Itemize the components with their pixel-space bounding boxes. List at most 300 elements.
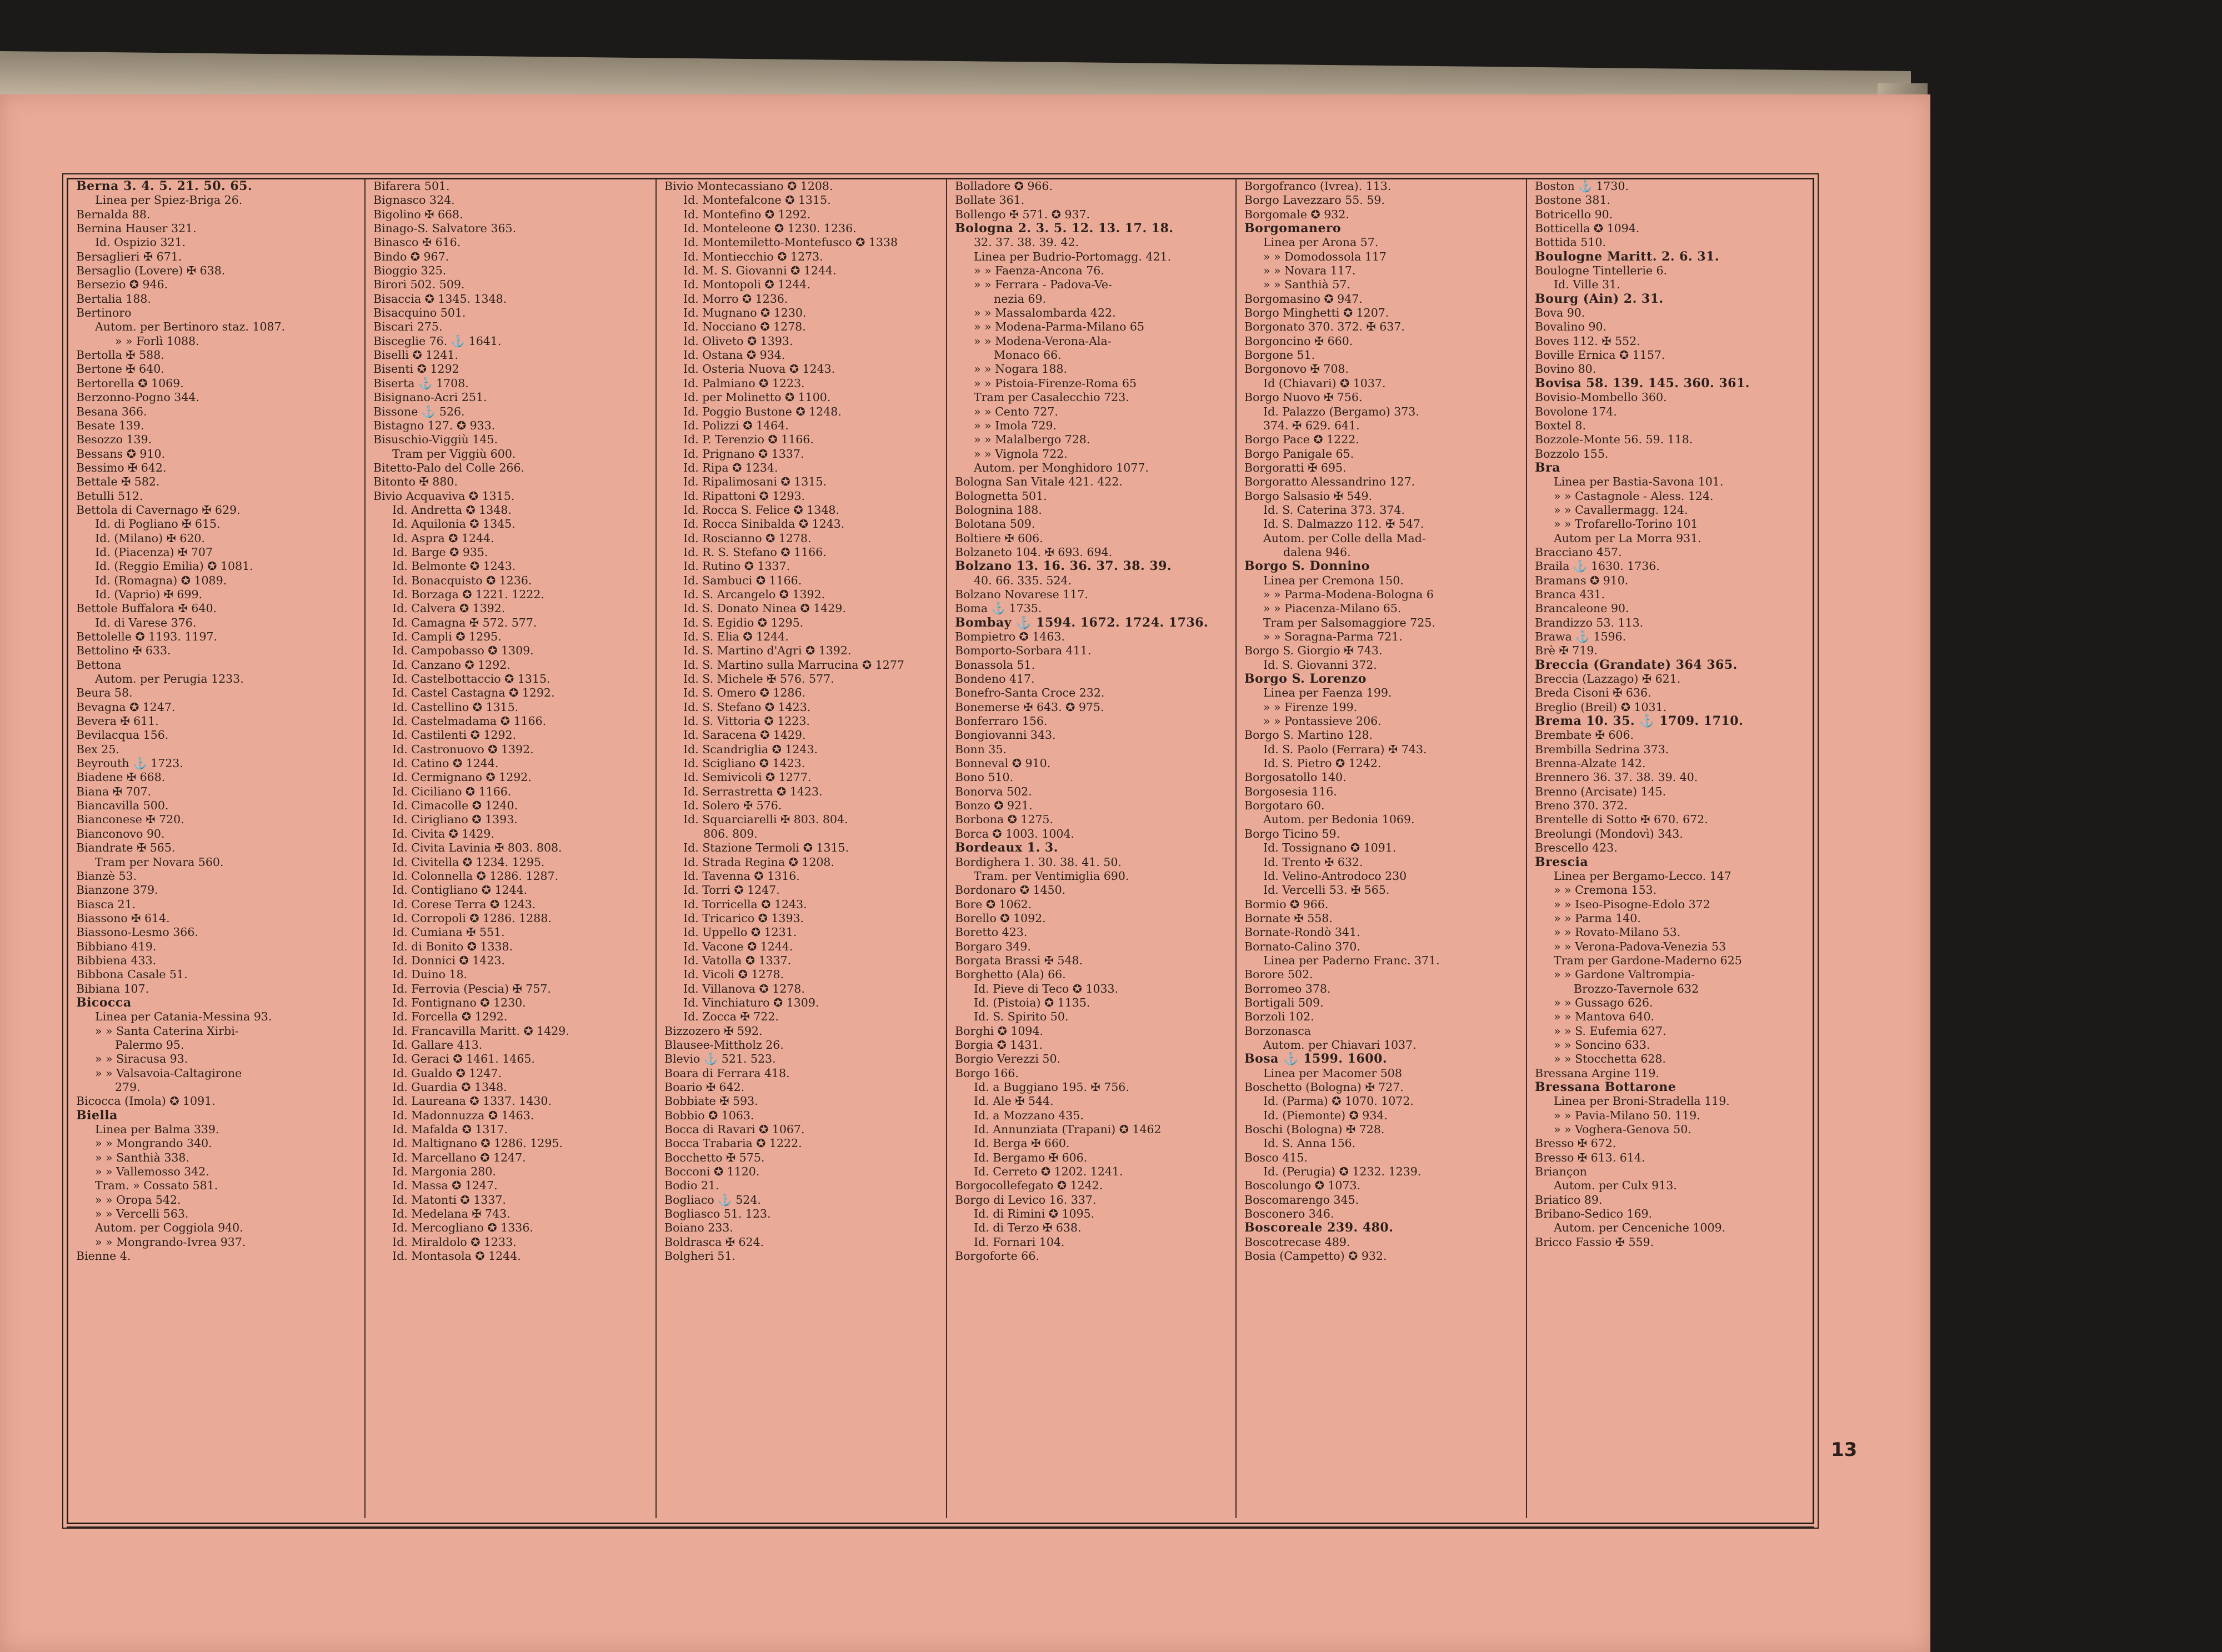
index-entry: Boldrasca ✠ 624. bbox=[664, 1235, 764, 1249]
index-entry: » » Forlì 1088. bbox=[115, 334, 199, 348]
index-entry: Brennero 36. 37. 38. 39. 40. bbox=[1535, 770, 1698, 784]
index-entry: » » Massalombarda 422. bbox=[974, 306, 1116, 320]
index-heading: Bombay ⚓ 1594. 1672. 1724. 1736. bbox=[955, 615, 1209, 630]
index-entry: Bioggio 325. bbox=[373, 264, 447, 278]
index-entry: Id. (Reggio Emilia) ✪ 1081. bbox=[95, 559, 253, 573]
index-entry: Bessans ✪ 910. bbox=[76, 447, 166, 460]
index-entry: Id. Laureana ✪ 1337. 1430. bbox=[392, 1094, 552, 1108]
index-entry: Id. S. Martino d'Agri ✪ 1392. bbox=[683, 644, 852, 658]
index-entry: Bettolino ✠ 633. bbox=[76, 644, 171, 658]
index-entry: Id. Morro ✪ 1236. bbox=[683, 292, 788, 306]
index-entry: Bonferraro 156. bbox=[955, 714, 1048, 728]
index-entry: Id. Scigliano ✪ 1423. bbox=[683, 757, 805, 770]
index-entry: Bressana Argine 119. bbox=[1535, 1066, 1659, 1080]
index-entry: Bertone ✠ 640. bbox=[76, 362, 164, 376]
index-entry: Id. Serrastretta ✪ 1423. bbox=[683, 784, 823, 798]
index-entry: Bolotana 509. bbox=[955, 517, 1035, 531]
index-entry: Id. Castilenti ✪ 1292. bbox=[392, 728, 517, 742]
index-entry: » » Vercelli 563. bbox=[95, 1207, 189, 1221]
index-entry: Id. Roscianno ✪ 1278. bbox=[683, 531, 812, 545]
index-entry: Id. Borzaga ✪ 1221. 1222. bbox=[392, 587, 544, 601]
index-entry: Bivio Acquaviva ✪ 1315. bbox=[373, 489, 515, 503]
index-entry: Autom per La Morra 931. bbox=[1554, 531, 1701, 545]
index-entry: Id. di Rimini ✪ 1095. bbox=[974, 1207, 1095, 1221]
index-entry: Id. (Perugia) ✪ 1232. 1239. bbox=[1263, 1165, 1422, 1179]
index-entry: Borgoratti ✠ 695. bbox=[1244, 460, 1347, 474]
index-entry: Bianconovo 90. bbox=[76, 827, 165, 840]
index-entry: Brandizzo 53. 113. bbox=[1535, 615, 1644, 629]
index-entry: Autom. per Culx 913. bbox=[1554, 1179, 1677, 1193]
index-entry: Id. (Romagna) ✪ 1089. bbox=[95, 573, 227, 587]
index-entry: Id. Berga ✠ 660. bbox=[974, 1137, 1070, 1150]
index-entry: Id. Pieve di Teco ✪ 1033. bbox=[974, 982, 1119, 995]
index-entry: Bovalino 90. bbox=[1535, 320, 1607, 334]
index-entry: Id. S. Dalmazzo 112. ✠ 547. bbox=[1263, 517, 1424, 531]
index-entry: Id. Castellino ✪ 1315. bbox=[392, 700, 519, 714]
index-entry: Bornato-Calino 370. bbox=[1244, 939, 1360, 953]
index-entry: Linea per Arona 57. bbox=[1263, 236, 1379, 249]
index-heading: Bressana Bottarone bbox=[1535, 1080, 1676, 1094]
index-entry: » » Santa Caterina Xirbi- bbox=[95, 1024, 239, 1038]
index-entry: Besate 139. bbox=[76, 418, 144, 432]
index-entry: Bex 25. bbox=[76, 742, 119, 756]
index-entry: Boville Ernica ✪ 1157. bbox=[1535, 348, 1665, 362]
index-entry: Bobbio ✪ 1063. bbox=[664, 1108, 754, 1122]
index-entry: 32. 37. 38. 39. 42. bbox=[974, 236, 1079, 249]
index-entry: Id. (Parma) ✪ 1070. 1072. bbox=[1263, 1094, 1414, 1108]
index-entry: Brentelle di Sotto ✠ 670. 672. bbox=[1535, 813, 1708, 827]
index-entry: » » Pontassieve 206. bbox=[1263, 714, 1382, 728]
index-entry: Id. S. Michele ✠ 576. 577. bbox=[683, 672, 834, 686]
index-entry: Id. Poggio Bustone ✪ 1248. bbox=[683, 404, 842, 418]
index-entry: Borgo Pace ✪ 1222. bbox=[1244, 433, 1359, 447]
index-entry: Linea per Bastia-Savona 101. bbox=[1554, 475, 1724, 489]
index-entry: Id. S. Omero ✪ 1286. bbox=[683, 686, 806, 700]
index-entry: Id. Torri ✪ 1247. bbox=[683, 883, 780, 897]
index-heading: Bosa ⚓ 1599. 1600. bbox=[1244, 1052, 1388, 1067]
index-entry: Bottida 510. bbox=[1535, 236, 1606, 249]
index-entry: Bormio ✪ 966. bbox=[1244, 897, 1329, 911]
index-entry: Borbona ✪ 1275. bbox=[955, 813, 1053, 827]
index-entry: Id. Sambuci ✪ 1166. bbox=[683, 573, 802, 587]
index-entry: Linea per Balma 339. bbox=[95, 1123, 219, 1137]
index-entry: » » Iseo-Pisogne-Edolo 372 bbox=[1554, 897, 1710, 911]
index-entry: Borca ✪ 1003. 1004. bbox=[955, 827, 1075, 840]
index-entry: Id. Montemiletto-Montefusco ✪ 1338 bbox=[683, 236, 898, 249]
index-entry: Bettale ✠ 582. bbox=[76, 475, 160, 489]
index-entry: Bovolone 174. bbox=[1535, 404, 1617, 418]
index-entry: Id. Camagna ✠ 572. 577. bbox=[392, 615, 537, 629]
index-entry: Bomporto-Sorbara 411. bbox=[955, 644, 1092, 658]
index-entry: Id. S. Pietro ✪ 1242. bbox=[1263, 757, 1382, 770]
index-entry: Id. Contigliano ✪ 1244. bbox=[392, 883, 528, 897]
index-entry: Besozzo 139. bbox=[76, 433, 152, 447]
index-entry: Id. Cimacolle ✪ 1240. bbox=[392, 799, 518, 813]
index-entry: Id. Villanova ✪ 1278. bbox=[683, 982, 805, 995]
index-entry: Id. Francavilla Maritt. ✪ 1429. bbox=[392, 1024, 569, 1038]
index-entry: Id. Montiecchio ✪ 1273. bbox=[683, 249, 823, 263]
index-entry: Id. S. Donato Ninea ✪ 1429. bbox=[683, 602, 846, 615]
index-entry: Bettola di Cavernago ✠ 629. bbox=[76, 503, 241, 517]
index-entry: Bernina Hauser 321. bbox=[76, 222, 197, 236]
index-entry: Bresso ✠ 613. 614. bbox=[1535, 1150, 1645, 1164]
index-heading: Bourg (Ain) 2. 31. bbox=[1535, 292, 1664, 306]
index-entry: Id. Rutino ✪ 1337. bbox=[683, 559, 790, 573]
index-entry: Borgoforte 66. bbox=[955, 1249, 1039, 1263]
index-entry: Id. Miraldolo ✪ 1233. bbox=[392, 1235, 517, 1249]
index-entry: Bologna San Vitale 421. 422. bbox=[955, 475, 1123, 489]
index-entry: Id. Castelbottaccio ✪ 1315. bbox=[392, 672, 551, 686]
index-heading: Borgomanero bbox=[1244, 222, 1342, 236]
index-entry: Id. Canzano ✪ 1292. bbox=[392, 658, 511, 672]
index-entry: Besana 366. bbox=[76, 404, 147, 418]
index-entry: Bolognetta 501. bbox=[955, 489, 1047, 503]
index-entry: Id. Ostana ✪ 934. bbox=[683, 348, 785, 362]
index-entry: Id. Trento ✠ 632. bbox=[1263, 855, 1363, 869]
index-entry: Borgotaro 60. bbox=[1244, 799, 1325, 813]
index-entry: Bisenti ✪ 1292 bbox=[373, 362, 459, 376]
index-entry: » » Siracusa 93. bbox=[95, 1052, 188, 1066]
index-entry: Boulogne Tintellerie 6. bbox=[1535, 264, 1668, 278]
index-entry: Bignasco 324. bbox=[373, 193, 455, 207]
index-entry: Borgo Ticino 59. bbox=[1244, 827, 1340, 840]
index-entry: Id. Stazione Termoli ✪ 1315. bbox=[683, 841, 849, 855]
index-entry: Bozzolo 155. bbox=[1535, 447, 1609, 460]
index-entry: Id. a Mozzano 435. bbox=[974, 1108, 1084, 1122]
index-entry: Borgofranco (Ivrea). 113. bbox=[1244, 179, 1392, 193]
index-entry: Id. Belmonte ✪ 1243. bbox=[392, 559, 516, 573]
index-entry: Borgoratto Alessandrino 127. bbox=[1244, 475, 1415, 489]
index-entry: Borgia ✪ 1431. bbox=[955, 1038, 1043, 1052]
index-entry: Borgo di Levico 16. 337. bbox=[955, 1193, 1097, 1207]
index-entry: Borgo Panigale 65. bbox=[1244, 447, 1354, 460]
index-entry: Id. Civita ✪ 1429. bbox=[392, 827, 494, 840]
index-heading: Breccia (Grandate) 364 365. bbox=[1535, 658, 1738, 672]
index-entry: » » Parma-Modena-Bologna 6 bbox=[1263, 587, 1434, 601]
index-entry: Id. Cumiana ✠ 551. bbox=[392, 925, 505, 939]
index-entry: Boretto 423. bbox=[955, 925, 1028, 939]
index-entry: Id. Ville 31. bbox=[1554, 278, 1620, 292]
index-entry: Betulli 512. bbox=[76, 489, 143, 503]
index-entry: Tram per Casalecchio 723. bbox=[974, 391, 1129, 404]
index-entry: Id. Vacone ✪ 1244. bbox=[683, 939, 793, 953]
index-entry: Id (Chiavari) ✪ 1037. bbox=[1263, 376, 1386, 390]
index-entry: » » Gardone Valtrompia- bbox=[1554, 968, 1695, 982]
index-entry: Id. Tossignano ✪ 1091. bbox=[1263, 841, 1397, 855]
index-entry: Bogliasco 51. 123. bbox=[664, 1207, 771, 1221]
index-entry: Bertorella ✪ 1069. bbox=[76, 376, 184, 390]
index-entry: Autom. per Monghidoro 1077. bbox=[974, 460, 1149, 474]
index-entry: Id. Mugnano ✪ 1230. bbox=[683, 306, 807, 320]
index-entry: Bevera ✠ 611. bbox=[76, 714, 159, 728]
index-entry: Tram per Salsomaggiore 725. bbox=[1263, 615, 1435, 629]
index-entry: Id. Tricarico ✪ 1393. bbox=[683, 911, 804, 925]
index-entry: Id. Cerreto ✪ 1202. 1241. bbox=[974, 1165, 1123, 1179]
index-entry: Borgo S. Giorgio ✠ 743. bbox=[1244, 644, 1383, 658]
index-entry: Id. Castel Castagna ✪ 1292. bbox=[392, 686, 555, 700]
index-entry: Id. Ripalimosani ✪ 1315. bbox=[683, 475, 827, 489]
index-entry: Id. Solero ✠ 576. bbox=[683, 799, 782, 813]
index-entry: Bianzone 379. bbox=[76, 883, 158, 897]
index-entry: Id. Mafalda ✪ 1317. bbox=[392, 1123, 508, 1137]
index-entry: Borgo Lavezzaro 55. 59. bbox=[1244, 193, 1385, 207]
index-entry: Id. Palmiano ✪ 1223. bbox=[683, 376, 805, 390]
index-entry: Borgosesia 116. bbox=[1244, 784, 1337, 798]
index-heading: Bordeaux 1. 3. bbox=[955, 841, 1058, 855]
index-entry: Id. Montefalcone ✪ 1315. bbox=[683, 193, 831, 207]
index-entry: Bindo ✪ 967. bbox=[373, 249, 449, 263]
index-entry: Borzonasca bbox=[1244, 1024, 1311, 1038]
index-entry: Id. Campobasso ✪ 1309. bbox=[392, 644, 534, 658]
index-entry: » » S. Eufemia 627. bbox=[1554, 1024, 1666, 1038]
index-entry: Bigolino ✠ 668. bbox=[373, 207, 463, 221]
index-entry: Id. Montasola ✪ 1244. bbox=[392, 1249, 521, 1263]
index-entry: Bovino 80. bbox=[1535, 362, 1597, 376]
index-entry: Id. Aspra ✪ 1244. bbox=[392, 531, 494, 545]
index-entry: Bocchetto ✠ 575. bbox=[664, 1150, 765, 1164]
index-entry: Id. M. S. Giovanni ✪ 1244. bbox=[683, 264, 837, 278]
index-entry: Autom. per Cenceniche 1009. bbox=[1554, 1221, 1726, 1235]
index-entry: » » Stocchetta 628. bbox=[1554, 1052, 1666, 1066]
index-entry: Brenna-Alzate 142. bbox=[1535, 757, 1646, 770]
index-entry: Briançon bbox=[1535, 1165, 1587, 1179]
index-entry: Blausee-Mittholz 26. bbox=[664, 1038, 784, 1052]
index-entry: Id. Mercogliano ✪ 1336. bbox=[392, 1221, 533, 1235]
index-entry: Beura 58. bbox=[76, 686, 133, 700]
index-entry: Blevio ⚓ 521. 523. bbox=[664, 1052, 776, 1066]
index-entry: Autom. per Coggiola 940. bbox=[95, 1221, 243, 1235]
index-entry: Borgo Minghetti ✪ 1207. bbox=[1244, 306, 1389, 320]
index-entry: 40. 66. 335. 524. bbox=[974, 573, 1072, 587]
index-entry: Bolgheri 51. bbox=[664, 1249, 735, 1263]
index-entry: Boltiere ✠ 606. bbox=[955, 531, 1043, 545]
index-entry: Id. Corropoli ✪ 1286. 1288. bbox=[392, 911, 552, 925]
index-entry: Bosconero 346. bbox=[1244, 1207, 1334, 1221]
index-entry: Id. Oliveto ✪ 1393. bbox=[683, 334, 793, 348]
index-entry: Id. Aquilonia ✪ 1345. bbox=[392, 517, 516, 531]
index-entry: Borgata Brassi ✠ 548. bbox=[955, 953, 1083, 967]
index-entry: Bocca Trabaria ✪ 1222. bbox=[664, 1137, 802, 1150]
index-entry: Id. S. Anna 156. bbox=[1263, 1137, 1356, 1150]
index-entry: Boschetto (Bologna) ✠ 727. bbox=[1244, 1080, 1404, 1094]
index-entry: Id. Torricella ✪ 1243. bbox=[683, 897, 807, 911]
index-entry: Id. Montopoli ✪ 1244. bbox=[683, 278, 810, 292]
index-entry: » » Gussago 626. bbox=[1554, 995, 1653, 1009]
index-entry: » » Valsavoia-Caltagirone bbox=[95, 1066, 242, 1080]
index-entry: Linea per Catania-Messina 93. bbox=[95, 1010, 272, 1024]
index-entry: Id. Prignano ✪ 1337. bbox=[683, 447, 804, 460]
index-entry: Brembate ✠ 606. bbox=[1535, 728, 1634, 742]
index-entry: Bevilacqua 156. bbox=[76, 728, 169, 742]
index-entry: Id. Fornari 104. bbox=[974, 1235, 1065, 1249]
index-entry: Linea per Spiez-Briga 26. bbox=[95, 193, 243, 207]
index-entry: Id. Matonti ✪ 1337. bbox=[392, 1193, 506, 1207]
index-entry: Id. di Bonito ✪ 1338. bbox=[392, 939, 513, 953]
index-entry: Bersezio ✪ 946. bbox=[76, 278, 168, 292]
index-entry: Birori 502. 509. bbox=[373, 278, 465, 292]
index-entry: Boves 112. ✠ 552. bbox=[1535, 334, 1640, 348]
index-entry: Bocca di Ravari ✪ 1067. bbox=[664, 1123, 805, 1137]
index-entry: Binago-S. Salvatore 365. bbox=[373, 222, 517, 236]
index-entry: Id. Saracena ✪ 1429. bbox=[683, 728, 806, 742]
index-entry: Id. di Terzo ✠ 638. bbox=[974, 1221, 1082, 1235]
index-entry: Bono 510. bbox=[955, 770, 1014, 784]
index-entry: Autom. per Colle della Mad- bbox=[1263, 531, 1426, 545]
index-entry: Bonzo ✪ 921. bbox=[955, 799, 1033, 813]
index-entry: Id. Tavenna ✪ 1316. bbox=[683, 869, 800, 883]
index-entry: Boma ⚓ 1735. bbox=[955, 602, 1042, 615]
page-number: 13 bbox=[1831, 1439, 1858, 1461]
index-entry: Borromeo 378. bbox=[1244, 982, 1331, 995]
index-entry: Bracciano 457. bbox=[1535, 545, 1622, 559]
index-entry: Id. S. Paolo (Ferrara) ✠ 743. bbox=[1263, 742, 1427, 756]
index-entry: Breolungi (Mondovì) 343. bbox=[1535, 827, 1683, 840]
index-entry: Bianconese ✠ 720. bbox=[76, 813, 184, 827]
index-entry: Id. Calvera ✪ 1392. bbox=[392, 602, 506, 615]
index-entry: Berzonno-Pogno 344. bbox=[76, 391, 199, 404]
index-entry: » » Oropa 542. bbox=[95, 1193, 181, 1207]
index-entry: Bompietro ✪ 1463. bbox=[955, 630, 1065, 643]
index-entry: Bertinoro bbox=[76, 306, 132, 320]
index-entry: Bevagna ✪ 1247. bbox=[76, 700, 176, 714]
index-entry: Borgo Nuovo ✠ 756. bbox=[1244, 391, 1363, 404]
index-entry: Bisignano-Acri 251. bbox=[373, 391, 487, 404]
index-entry: Bosia (Campetto) ✪ 932. bbox=[1244, 1249, 1387, 1263]
index-entry: Boiano 233. bbox=[664, 1221, 733, 1235]
index-heading: Boulogne Maritt. 2. 6. 31. bbox=[1535, 249, 1720, 264]
index-entry: Id. Colonnella ✪ 1286. 1287. bbox=[392, 869, 559, 883]
index-entry: Bramans ✪ 910. bbox=[1535, 573, 1629, 587]
index-entry: Boscomarengo 345. bbox=[1244, 1193, 1359, 1207]
index-entry: Id. Vicoli ✪ 1278. bbox=[683, 968, 784, 982]
index-entry: Tram per Viggiù 600. bbox=[392, 447, 516, 460]
index-entry: » » Ferrara - Padova-Ve- bbox=[974, 278, 1112, 292]
index-entry: Id. (Piacenza) ✠ 707 bbox=[95, 545, 213, 559]
index-entry: » » Parma 140. bbox=[1554, 911, 1641, 925]
index-entry: Bizzozero ✠ 592. bbox=[664, 1024, 763, 1038]
index-entry: Borgo 166. bbox=[955, 1066, 1019, 1080]
index-entry: Id. Montefino ✪ 1292. bbox=[683, 207, 811, 221]
index-entry: Id. Palazzo (Bergamo) 373. bbox=[1263, 404, 1419, 418]
index-entry: Boschi (Bologna) ✠ 728. bbox=[1244, 1123, 1385, 1137]
index-entry: Bisceglie 76. ⚓ 1641. bbox=[373, 334, 502, 348]
index-entry: Biancavilla 500. bbox=[76, 799, 169, 813]
index-entry: Borgo S. Martino 128. bbox=[1244, 728, 1373, 742]
index-entry: Borghetto (Ala) 66. bbox=[955, 968, 1066, 982]
index-entry: Autom. per Perugia 1233. bbox=[95, 672, 244, 686]
index-entry: Bonorva 502. bbox=[955, 784, 1032, 798]
index-entry: Bolzano Novarese 117. bbox=[955, 587, 1088, 601]
index-entry: Id. (Pistoia) ✪ 1135. bbox=[974, 995, 1090, 1009]
index-entry: Id. Vinchiaturo ✪ 1309. bbox=[683, 995, 819, 1009]
index-entry: Bettolelle ✪ 1193. 1197. bbox=[76, 630, 218, 643]
index-entry: Beyrouth ⚓ 1723. bbox=[76, 757, 183, 770]
index-entry: Id. Marcellano ✪ 1247. bbox=[392, 1150, 526, 1164]
index-entry: 374. ✠ 629. 641. bbox=[1263, 418, 1360, 432]
index-entry: Breglio (Breil) ✪ 1031. bbox=[1535, 700, 1667, 714]
index-entry: 806. 809. bbox=[703, 827, 758, 840]
index-entry: Bogliaco ⚓ 524. bbox=[664, 1193, 761, 1207]
index-heading: Biella bbox=[76, 1108, 118, 1123]
index-entry: Id. Corese Terra ✪ 1243. bbox=[392, 897, 536, 911]
index-entry: » » Santhià 338. bbox=[95, 1150, 189, 1164]
index-entry: Borgo Salsasio ✠ 549. bbox=[1244, 489, 1373, 503]
index-entry: » » Pistoia-Firenze-Roma 65 bbox=[974, 376, 1137, 390]
index-entry: » » Pavia-Milano 50. 119. bbox=[1554, 1108, 1700, 1122]
index-entry: Id. S. Caterina 373. 374. bbox=[1263, 503, 1405, 517]
index-entry: Bricco Fassio ✠ 559. bbox=[1535, 1235, 1654, 1249]
index-frame bbox=[67, 178, 1814, 1524]
index-entry: Bitonto ✠ 880. bbox=[373, 475, 458, 489]
index-entry: Bibbona Casale 51. bbox=[76, 968, 188, 982]
index-entry: Autom. per Bedonia 1069. bbox=[1263, 813, 1415, 827]
index-entry: Id. (Vaprio) ✠ 699. bbox=[95, 587, 203, 601]
index-heading: Brema 10. 35. ⚓ 1709. 1710. bbox=[1535, 714, 1744, 729]
index-entry: Bivio Montecassiano ✪ 1208. bbox=[664, 179, 833, 193]
index-entry: Breno 370. 372. bbox=[1535, 799, 1628, 813]
index-entry: Bersaglieri ✠ 671. bbox=[76, 249, 182, 263]
index-entry: Id. Medelana ✠ 743. bbox=[392, 1207, 511, 1221]
index-column-4 bbox=[947, 179, 1237, 1518]
index-entry: Brè ✠ 719. bbox=[1535, 644, 1598, 658]
index-entry: Linea per Broni-Stradella 119. bbox=[1554, 1094, 1730, 1108]
index-entry: Brancaleone 90. bbox=[1535, 602, 1629, 615]
index-entry: Id. Rocca S. Felice ✪ 1348. bbox=[683, 503, 839, 517]
index-entry: Bonassola 51. bbox=[955, 658, 1035, 672]
index-entry: Borello ✪ 1092. bbox=[955, 911, 1046, 925]
index-entry: Id. Cirigliano ✪ 1393. bbox=[392, 813, 518, 827]
index-entry: Id. P. Terenzio ✪ 1166. bbox=[683, 433, 814, 447]
index-entry: » » Faenza-Ancona 76. bbox=[974, 264, 1104, 278]
index-entry: » » Santhià 57. bbox=[1263, 278, 1350, 292]
index-entry: Borgoncino ✠ 660. bbox=[1244, 334, 1353, 348]
index-column-1 bbox=[68, 179, 366, 1518]
index-entry: Bovisio-Mombello 360. bbox=[1535, 391, 1667, 404]
index-entry: Linea per Budrio-Portomagg. 421. bbox=[974, 249, 1172, 263]
index-entry: Id. Donnici ✪ 1423. bbox=[392, 953, 505, 967]
index-entry: » » Domodossola 117 bbox=[1263, 249, 1387, 263]
index-entry: Boara di Ferrara 418. bbox=[664, 1066, 790, 1080]
index-entry: Branca 431. bbox=[1535, 587, 1605, 601]
index-heading: Bicocca bbox=[76, 995, 132, 1010]
index-entry: Linea per Faenza 199. bbox=[1263, 686, 1392, 700]
index-entry: Id. Maltignano ✪ 1286. 1295. bbox=[392, 1137, 563, 1150]
index-heading: Boscoreale 239. 480. bbox=[1244, 1221, 1394, 1235]
index-entry: Bitetto-Palo del Colle 266. bbox=[373, 460, 525, 474]
index-entry: Id. Geraci ✪ 1461. 1465. bbox=[392, 1052, 535, 1066]
index-entry: Bordonaro ✪ 1450. bbox=[955, 883, 1066, 897]
index-entry: Bribano-Sedico 169. bbox=[1535, 1207, 1653, 1221]
index-entry: Borzoli 102. bbox=[1244, 1010, 1314, 1024]
index-entry: Bolognina 188. bbox=[955, 503, 1042, 517]
index-entry: Bertalia 188. bbox=[76, 292, 151, 306]
index-heading: Bra bbox=[1535, 460, 1560, 475]
index-entry: » » Verona-Padova-Venezia 53 bbox=[1554, 939, 1726, 953]
index-entry: Id. S. Egidio ✪ 1295. bbox=[683, 615, 804, 629]
index-entry: Boscolungo ✪ 1073. bbox=[1244, 1179, 1361, 1193]
index-entry: Bodio 21. bbox=[664, 1179, 719, 1193]
index-entry: Id. Bergamo ✠ 606. bbox=[974, 1150, 1088, 1164]
index-entry: Brozzo-Tavernole 632 bbox=[1574, 982, 1699, 995]
index-entry: Biassono ✠ 614. bbox=[76, 911, 170, 925]
index-entry: Id. S. Stefano ✪ 1423. bbox=[683, 700, 811, 714]
index-entry: Bordighera 1. 30. 38. 41. 50. bbox=[955, 855, 1122, 869]
index-entry: Id. Guardia ✪ 1348. bbox=[392, 1080, 507, 1094]
index-entry: Id. di Pogliano ✠ 615. bbox=[95, 517, 221, 531]
index-entry: Bisuschio-Viggiù 145. bbox=[373, 433, 498, 447]
index-entry: » » Firenze 199. bbox=[1263, 700, 1358, 714]
index-entry: Autom. per Chiavari 1037. bbox=[1263, 1038, 1417, 1052]
